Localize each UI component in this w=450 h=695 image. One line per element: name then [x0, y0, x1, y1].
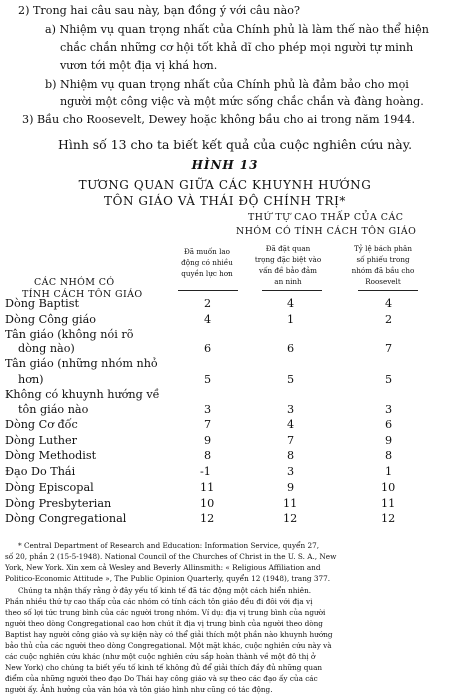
row-label: Dòng Episcopal	[5, 481, 94, 494]
row-label: Dòng Công giáo	[5, 313, 96, 326]
cell-roosevelt-vote: 5	[385, 373, 393, 386]
paragraph-line: Chúng ta nhận thấy rằng ở đây yếu tố kinh tế đã tác động một cách hiển nhiên.	[18, 586, 312, 595]
cell-roosevelt-vote: 7	[385, 342, 393, 355]
column-header-2: Đã đặt quan trọng đặc biệt vào vấn đề bảo đảm an ninh	[254, 244, 322, 286]
cell-security: 12	[283, 512, 298, 525]
row-label: Dòng Presbyterian	[5, 497, 112, 510]
column-1-rule	[178, 290, 238, 291]
footnote-line: Politico-Economic Attitude », The Public Opinion Quarterly, quyển 12 (1948), trang 377.	[5, 574, 331, 583]
cell-security: 3	[287, 465, 295, 478]
paragraph-line: điểm của những người theo đạo Do Thái hay công giáo và sự theo các đạo ấy của các	[5, 674, 318, 683]
cell-security: 4	[287, 418, 295, 431]
paragraph-line: theo số lợi tức trung bình của các người trong nhóm. Ví dụ: địa vị trung bình của người	[5, 608, 326, 617]
cell-labor-power: 6	[204, 342, 212, 355]
cell-roosevelt-vote: 10	[381, 481, 396, 494]
question-3: 3) Bầu cho Roosevelt, Dewey hoặc không bầu cho ai trong năm 1944.	[22, 113, 416, 126]
cell-security: 6	[287, 342, 295, 355]
cell-roosevelt-vote: 3	[385, 403, 393, 416]
cell-labor-power: 2	[204, 297, 212, 310]
paragraph-line: người ấy. Ảnh hưởng của văn hóa và tôn giáo hình như cũng có tác động.	[5, 685, 273, 694]
row-label: Dòng Cơ đốc	[5, 418, 78, 431]
paragraph-line: New York) cho chúng ta biết yếu tố kinh tế không đủ để giải thích đầy đủ những quan	[5, 663, 323, 672]
option-b-line2: người một công việc và một mức sống chắc chắn và đàng hoàng.	[60, 95, 424, 108]
figure-title-line1: TƯƠNG QUAN GIỮA CÁC KHUYNH HƯỚNG	[78, 178, 372, 192]
row-header-line2: TÍNH CÁCH TÔN GIÁO	[22, 289, 143, 300]
figure-label: HÌNH 13	[191, 158, 259, 172]
cell-roosevelt-vote: 4	[385, 297, 393, 310]
footnote-line: * Central Department of Research and Education: Information Service, quyển 27,	[18, 541, 320, 550]
cell-security: 9	[287, 481, 295, 494]
figure-lead-text: Hình số 13 cho ta biết kết quả của cuộc nghiên cứu này.	[58, 137, 413, 152]
cell-security: 8	[287, 449, 295, 462]
option-a-line2: chắc chắn những cơ hội tốt khả dĩ cho phép mọi người tự minh	[60, 41, 414, 54]
cell-roosevelt-vote: 11	[381, 497, 396, 510]
cell-labor-power: 10	[200, 497, 215, 510]
row-label-cont: hơn)	[18, 373, 44, 386]
row-header-line1: CÁC NHÓM CÓ	[34, 277, 115, 288]
cell-labor-power: 12	[200, 512, 215, 525]
figure-title-line2: TÔN GIÁO VÀ THÁI ĐỘ CHÍNH TRỊ*	[104, 194, 346, 208]
row-label: Đạo Do Thái	[5, 465, 76, 478]
cell-labor-power: 3	[204, 403, 212, 416]
cell-security: 1	[287, 313, 295, 326]
paragraph-line: người theo dòng Congregational cao hơn chút ít địa vị trung bình của người theo dòng	[5, 619, 323, 628]
paragraph-line: bảo thủ của các người theo dòng Congregational. Một mặt khác, cuộc nghiên cứu này và	[5, 641, 332, 650]
cell-roosevelt-vote: 9	[385, 434, 393, 447]
paragraph-line: Baptist hay người công giáo và sự kiện này có thể giải thích một phần nào khuynh hướng	[5, 630, 333, 639]
row-label: Tân giáo (những nhóm nhỏ	[5, 357, 158, 370]
cell-roosevelt-vote: 12	[381, 512, 396, 525]
cell-security: 7	[287, 434, 295, 447]
cell-security: 11	[283, 497, 298, 510]
cell-labor-power: 4	[204, 313, 212, 326]
row-label: Tân giáo (không nói rõ	[5, 328, 134, 341]
row-label: Dòng Congregational	[5, 512, 127, 525]
paragraph-line: Phần nhiều thứ tự cao thấp của các nhóm có tính cách tôn giáo đều đi đôi với địa vị	[5, 597, 313, 606]
row-label-cont: dòng nào)	[18, 342, 75, 355]
cell-security: 5	[287, 373, 295, 386]
row-label: Dòng Luther	[5, 434, 77, 447]
question-2: 2) Trong hai câu sau này, bạn đồng ý với câu nào?	[18, 4, 300, 17]
option-a-line3: vươn tới một địa vị khá hơn.	[60, 59, 218, 72]
cell-labor-power: 9	[204, 434, 212, 447]
column-3-rule	[358, 290, 418, 291]
group-header-line1: THỨ TỰ CAO THẤP CỦA CÁC	[248, 212, 404, 223]
paragraph-line: các cuộc nghiên cứu khác (như một cuộc nghiên cứu sắp hoàn thành về một đô thị ở	[5, 652, 316, 661]
cell-security: 3	[287, 403, 295, 416]
cell-roosevelt-vote: 6	[385, 418, 393, 431]
column-2-rule	[262, 290, 322, 291]
footnote-line: York, New York. Xin xem cả Wesley and Beverly Allinsmith: « Religious Affiliation and	[5, 563, 321, 572]
column-header-1: Đã muốn lao động có nhiều quyền lực hơn	[181, 247, 233, 278]
cell-labor-power: 11	[200, 481, 215, 494]
option-b-line1: b) Nhiệm vụ quan trọng nhất của Chính phủ là đảm bảo cho mọi	[45, 78, 409, 91]
row-label: Không có khuynh hướng về	[5, 388, 160, 401]
cell-labor-power: 8	[204, 449, 212, 462]
cell-labor-power: -1	[200, 465, 211, 478]
option-a-line1: a) Nhiệm vụ quan trọng nhất của Chính phủ là làm thế nào thể hiện	[45, 23, 429, 36]
cell-roosevelt-vote: 8	[385, 449, 393, 462]
footnote-line: số 20, phần 2 (15-5-1948). National Council of the Churches of Christ in the U. S. A., New	[5, 552, 337, 561]
row-label-cont: tôn giáo nào	[18, 403, 89, 416]
cell-roosevelt-vote: 1	[385, 465, 393, 478]
group-header-line2: NHÓM CÓ TÍNH CÁCH TÔN GIÁO	[236, 226, 417, 237]
column-header-3: Tỷ lệ bách phân số phiếu trong nhóm đã bầu cho Roosevelt	[351, 244, 415, 286]
cell-labor-power: 5	[204, 373, 212, 386]
row-label: Dòng Methodist	[5, 449, 97, 462]
cell-roosevelt-vote: 2	[385, 313, 393, 326]
row-label: Dòng Baptist	[5, 297, 79, 310]
cell-security: 4	[287, 297, 295, 310]
cell-labor-power: 7	[204, 418, 212, 431]
